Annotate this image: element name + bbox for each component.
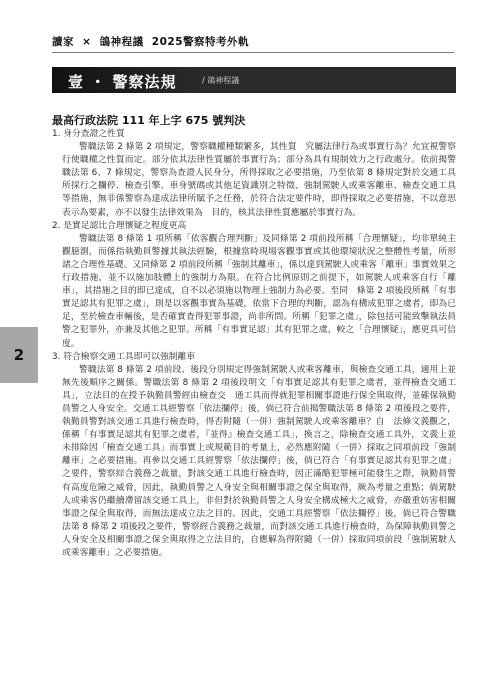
point-2: [52, 220, 456, 351]
point-heading: 1. 身分查證之性質: [52, 129, 125, 139]
case-title: 最高行政法院 111 年上字 675 號判決: [52, 114, 246, 127]
publisher-label: 讀家: [52, 36, 74, 48]
point-paragraph: 警職法第 8 條第 2 項前段、後段分別規定得強制駕駛人或乘客離車，與檢查交通工具，適用上並無先後順序之關係。警職法第 8 條第 2 項後段明文「有事實足認其有犯罪之虞者，並得檢查交通工具」，立法目的在授予執勤員警經由檢查交 通工具而得就犯罪相關事證進行保全與取得，並確保執勤員警之人身安全。交通工具經警察「依法攔停」後，倘已符合前揭警職法第 8 條第 2 項後段之要件，執勤員警對該交通工具進行檢查時，得否附隨（一併）強制駕駛人或乘客離車？自 法條文義觀之，係稱「有事實足認其有犯罪之虞者，『並得』檢查交通工具」，換言之，除檢查交通工具外，文義上並未排除因「檢查交通工具」而事實上或規範目的考量上，必然應附隨（一併）採取之同項前段「強制離車」之必要措施。再參以交通工具經警察「依法攔停」後，倘已符合「有事實足認其有犯罪之虞」之要件，警察綜合義務之裁量，對該交通工具進行檢查時，因正滿酪犯罪極可能發生之際，執勤員警有高度危險之威脅，因此，執勤員警之人身安全與相關事證之保全與取得，厥為考量之重點；倘駕駛人或乘客仍繼續滯留該交通工具上，非但對於執勤員警之人身安全構成極大之威脅，亦嚴重妨害相關事證之保全與取得，而無法達成立法之目的。因此，交通工具經警察「依法攔停」後，倘已符合警職法第 8 條第 2 項後段之要件，警察經合義務之裁量，而對該交通工具進行檢查時，為保障執勤員警之人身安全及相關事證之保全與取得之立法目的，自應解為得附隨（一併）採取同項前段「強制駕駛人或乘客離車」之必要措施。: [62, 364, 456, 558]
point-heading: 3. 符合檢察交通工具即可以強制離車: [52, 351, 196, 362]
section-banner: [52, 67, 456, 93]
series-label: 鴿神程議: [99, 36, 144, 48]
section-title: 壹 ・ 警察法規: [68, 73, 177, 91]
point-paragraph: 警職法第 8 條第 1 項所稱「依客觀合理判斷」及同條第 2 項前段所稱「合理懷疑」，均非單純主觀臆測，而係指執勤員警據其執法經驗，根據當時現場客觀事實或其他環境狀況之整體性考量，所形諸之合理性基礎。又同條第 2 項前段所稱「強制其離車」，係以達到駕駛人或乘客「離車」事實效果之行政措施，並不以施加肢體上的強制力為限。在符合比例原則之前提下，如駕駛人或乘客自行「離車」，其措施之目的即已達成，自不以必須施以物理上強制力為必要。至同 條第 2 項後段所稱「有事實足認其有犯罪之虞」，則是以客觀事實為基礎，依當下合理的判斷，認為有構成犯罪之虞者，即為已足，至於檢查車輛後，是否確實查得犯罪事證，尚非所問。所稱「犯罪之虞」，除包括可能致擊執法員警之犯罪外，亦兼及其他之犯罪。所稱「有事實足認」其有犯罪之虞，較之「合理懷疑」，應更具可信度。: [62, 233, 456, 349]
point-3: [52, 351, 456, 561]
chapter-tab: 2: [0, 327, 38, 383]
separator-glyph: ×: [82, 36, 92, 48]
point-1: [52, 128, 465, 220]
judgment-body: [52, 128, 465, 560]
point-paragraph: 警職法第 2 條第 2 項規定，警察職權種類繁多，其性質 究屬法律行為或事實行為？允宜視警察行使職權之性質而定。部分依其法律性質屬於事實行為；部分為具有規制效力之行政處分。依前揭警職法第 6、7 條規定，警察為查證人民身分，所得採取之必要措施，乃至依第 8 條規定對於交通工具 所採行之攔停、檢查引擎、車身號碼或其他足資識別之特徵、強制駕駛人或乘客離車、檢查交通工具等措施，無非係警察為達成法律所賦予之任務，於符合法定要件時，即得採取之必要措施，不以意思表示為要素，亦不以發生法律效果為 目的，核其法律性質應屬於事實行為。: [62, 142, 465, 218]
section-subtitle: / 鴿神程議: [202, 76, 240, 85]
point-heading: 2. 是實足認比合理懷疑之程度更高: [52, 220, 187, 231]
header-divider: [52, 52, 454, 53]
book-title: 2025警察特考外軌: [151, 36, 250, 48]
running-header: [52, 34, 253, 49]
